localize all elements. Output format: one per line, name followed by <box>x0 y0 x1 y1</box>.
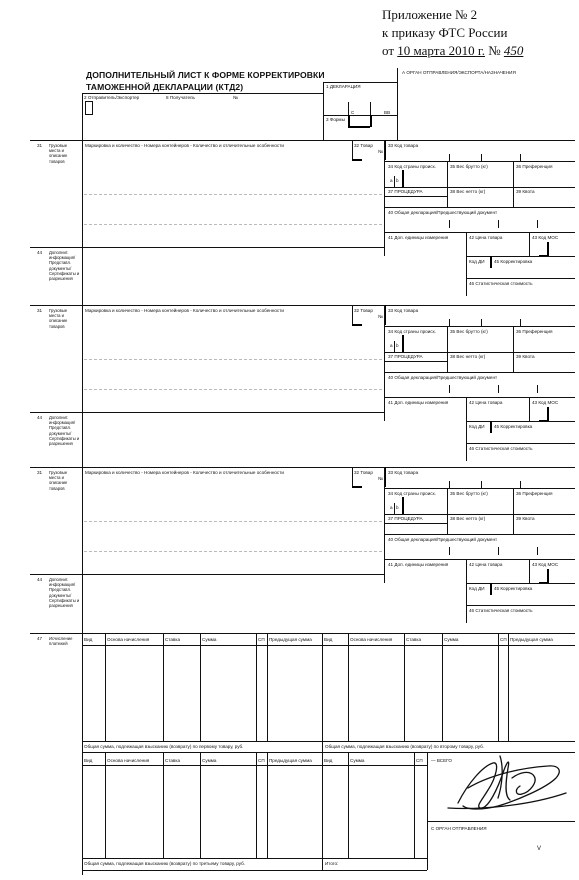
item3-box42-left <box>466 559 467 583</box>
item3-dash-1 <box>84 521 382 522</box>
item3-goods-label: Грузовые места и описание товаров <box>49 470 68 491</box>
pay-l-col-5-line <box>267 633 268 741</box>
payments-label: Исчисление платежей <box>49 636 73 647</box>
item1-box40-tick3 <box>537 220 538 228</box>
item2-goods-num: 31 <box>37 308 43 313</box>
box1-bb: ВВ <box>384 110 391 115</box>
item2-box43-mark <box>547 407 549 421</box>
item1-box35-left <box>447 161 448 187</box>
pay-r-col-1-line <box>348 633 349 741</box>
item1-box38-left <box>447 187 448 207</box>
item2-right-border <box>384 305 385 421</box>
item1-box32-corner <box>352 159 362 161</box>
pay2-col-3-label: Сумма <box>202 758 217 763</box>
header-no: 450 <box>503 43 524 58</box>
item1-sec46-left <box>466 256 467 296</box>
pay-l-col-1-line <box>105 633 106 741</box>
payments-final-line <box>82 858 427 859</box>
box2-checkbox <box>85 101 93 115</box>
item2-kod-di: Код ДИ <box>469 424 485 429</box>
item3-box46-label: 46 Статистическая стоимость <box>469 608 533 613</box>
item3-box32-no: № <box>378 476 383 481</box>
payments-bottom <box>82 870 427 871</box>
item3-marking: Маркировка и количество - Номера контейнеров - Количество и отличительные особенности <box>85 470 284 475</box>
pay2-col-3-line <box>200 752 201 858</box>
organ-v-mark: V <box>537 846 542 852</box>
item3-box45-label: 45 Корректировка <box>494 586 533 591</box>
payments-totals-line <box>82 741 575 742</box>
box1-sub-line <box>323 115 397 116</box>
item3-row37-top <box>384 514 575 515</box>
item1-box42-left <box>466 232 467 256</box>
item3-box43-mark <box>547 569 549 583</box>
item2-box34-label: 34 Код страны происх. <box>388 329 437 334</box>
item1-box36-left <box>513 161 514 187</box>
item3-box36-left <box>513 488 514 514</box>
item1-box32-left <box>352 140 353 160</box>
header-date: 10 марта 2010 г. <box>397 43 485 58</box>
item2-sec44-top <box>30 412 384 413</box>
item1-box34-b: b <box>396 178 399 183</box>
item3-row45-top <box>466 583 575 584</box>
header-line-1: Приложение № 2 <box>382 7 478 22</box>
item1-box33-label: 33 Код товара <box>388 143 419 148</box>
box1-div2 <box>370 102 371 115</box>
item3-box34-label: 34 Код страны происх. <box>388 491 437 496</box>
box1-top <box>323 82 398 83</box>
header-date-prefix: от <box>382 43 395 58</box>
item1-box40-tick2 <box>498 220 499 228</box>
organ-label: С ОРГАН ОТПРАВЛЕНИЯ <box>431 826 487 831</box>
item2-box32-label: 32 Товар <box>354 308 373 313</box>
pay2-col-5-label: Предыдущая сумма <box>269 758 312 763</box>
item3-box36-label: 36 Преференция <box>516 491 553 496</box>
pay2-r-col-0-line <box>322 752 323 858</box>
item1-box34-div <box>394 176 395 187</box>
item1-box34-mark <box>402 170 404 187</box>
item1-box43-label: 43 Код МОС <box>532 235 559 240</box>
item2-box34-mark <box>402 335 404 352</box>
box3-label: 3 Формы <box>326 117 345 122</box>
item1-box34-a: а <box>390 178 393 183</box>
pay2-col-1-label: Основа начисления <box>107 758 150 763</box>
item2-top <box>30 305 575 306</box>
pay2-col-5-line <box>267 752 268 858</box>
item3-sec46-left <box>466 583 467 623</box>
item1-row37-top <box>384 187 575 188</box>
pay-r-col-4-label: СП <box>500 637 507 642</box>
pay-l-col-3-line <box>200 633 201 741</box>
payments-itogo: Итого: <box>325 861 339 866</box>
pay2-r-col-2-line <box>414 752 415 858</box>
payments-total-2: Общая сумма, подлежащая взысканию (возврату) по второму товару, руб. <box>325 744 484 749</box>
item3-sec44-top <box>30 574 384 575</box>
payments-total-3: Общая сумма, подлежащая взысканию (возврату) по третьему товару, руб. <box>84 861 246 866</box>
item1-box43-left <box>529 232 530 256</box>
box8-label: 8 Получатель <box>166 95 195 100</box>
pay-r-col-5-line <box>508 633 509 741</box>
item1-goods-num: 31 <box>37 143 43 148</box>
item3-top <box>30 467 575 468</box>
item3-add-num: 44 <box>37 577 43 582</box>
item2-box40-label: 40 Общая декларация/Предшествующий документ <box>388 375 498 380</box>
box2-top <box>82 93 323 94</box>
item1-box43-mark <box>547 242 549 256</box>
item3-row34-top <box>384 488 575 489</box>
item3-box37-label: 37 ПРОЦЕДУРА <box>388 516 423 521</box>
pay2-col-4-line <box>256 752 257 858</box>
item3-box34-div <box>394 503 395 514</box>
item2-row40-top <box>384 372 575 373</box>
item3-kod-di-mark <box>490 583 492 595</box>
box3-bottom <box>348 126 370 128</box>
item3-box42-label: 42 Цена товара <box>469 562 503 567</box>
item3-row46-top <box>466 605 575 606</box>
item1-box32-no: № <box>378 149 383 154</box>
item1-box45-label: 45 Корректировка <box>494 259 533 264</box>
organ-top <box>427 821 575 822</box>
item2-box35-left <box>447 326 448 352</box>
item2-row34-top <box>384 326 575 327</box>
item1-sec44-top <box>30 247 384 248</box>
box1-right <box>397 68 398 140</box>
item2-box41-label: 41 Доп. единицы измерения <box>388 400 449 405</box>
item2-marking: Маркировка и количество - Номера контейнеров - Количество и отличительные особенности <box>85 308 284 313</box>
item3-box40-label: 40 Общая декларация/Предшествующий документ <box>388 537 498 542</box>
payments-right-border <box>427 752 428 870</box>
item2-box37-mid <box>384 361 447 362</box>
item2-box43-left <box>529 397 530 421</box>
item1-box39-label: 39 Квота <box>516 189 535 194</box>
item1-row34-top <box>384 161 575 162</box>
item1-box38-label: 38 Вес нетто (кг) <box>450 189 486 194</box>
item2-box36-label: 36 Преференция <box>516 329 553 334</box>
item3-box34-mark <box>402 497 404 514</box>
item3-goods-num: 31 <box>37 470 43 475</box>
item3-box43-left <box>529 559 530 583</box>
item2-goods-label: Грузовые места и описание товаров <box>49 308 68 329</box>
item2-box35-label: 35 Вес брутто (кг) <box>450 329 488 334</box>
item1-box37-mid <box>384 196 447 197</box>
box-a-label: А ОРГАН ОТПРАВЛЕНИЯ/ЭКСПОРТА/НАЗНАЧЕНИЯ <box>402 70 516 75</box>
item1-marking: Маркировка и количество - Номера контейнеров - Количество и отличительные особенности <box>85 143 284 148</box>
pay2-col-2-label: Ставка <box>165 758 181 763</box>
item2-box39-label: 39 Квота <box>516 354 535 359</box>
item2-row45-top <box>466 421 575 422</box>
item2-box40-tick2 <box>498 385 499 393</box>
pay2-col-1-line <box>105 752 106 858</box>
item2-box36-left <box>513 326 514 352</box>
item3-row41-top <box>384 559 575 560</box>
header-line-3 <box>382 42 523 60</box>
item1-right-border <box>384 140 385 256</box>
header-no-label: № <box>488 43 501 58</box>
header-line-2: к приказу ФТС России <box>382 25 508 40</box>
pay2-r-col-1-label: Сумма <box>350 758 365 763</box>
item2-box40-tick3 <box>537 385 538 393</box>
pay-total-div <box>322 741 323 752</box>
item2-box34-a: а <box>390 343 393 348</box>
item3-add-label: Дополнит. информация/ Представл. документы/ Сертификаты и разрешения <box>49 577 80 609</box>
form-title-line-1: ДОПОЛНИТЕЛЬНЫЙ ЛИСТ К ФОРМЕ КОРРЕКТИРОВКИ <box>86 70 325 80</box>
pay-r-col-4-line <box>498 633 499 741</box>
pay-r-col-3-line <box>442 633 443 741</box>
payments-total-1: Общая сумма, подлежащая взысканию (возврату) по первому товару, руб. <box>84 744 244 749</box>
pay2-r-col-0-label: Вид <box>324 758 333 763</box>
pay-r-col-0-label: Вид <box>324 637 333 642</box>
item2-box37-label: 37 ПРОЦЕДУРА <box>388 354 423 359</box>
item3-box39-left <box>513 514 514 534</box>
item2-sec46-left <box>466 421 467 461</box>
item3-box33-label: 33 Код товара <box>388 470 419 475</box>
item1-dash-2 <box>84 224 382 225</box>
item1-box35-label: 35 Вес брутто (кг) <box>450 164 488 169</box>
item2-add-num: 44 <box>37 415 43 420</box>
item1-box41-label: 41 Доп. единицы измерения <box>388 235 449 240</box>
form-block-top <box>30 140 575 141</box>
box2-no: № <box>233 95 238 100</box>
item2-box33-label: 33 Код товара <box>388 308 419 313</box>
item3-box40-tick1 <box>449 547 450 555</box>
item2-box34-b: b <box>396 343 399 348</box>
item3-box40-tick2 <box>498 547 499 555</box>
item1-box42-label: 42 Цена товара <box>469 235 503 240</box>
item1-box39-left <box>513 187 514 207</box>
pay2-col-4-label: СП <box>258 758 265 763</box>
item3-right-border <box>384 467 385 583</box>
item3-box38-label: 38 Вес нетто (кг) <box>450 516 486 521</box>
pay-final-div <box>322 858 323 870</box>
pay-l-col-3-label: Сумма <box>202 637 217 642</box>
item1-row46-top <box>466 278 575 279</box>
item1-dash-1 <box>84 194 382 195</box>
item1-add-num: 44 <box>37 250 43 255</box>
box1-label: 1 ДЕКЛАРАЦИЯ <box>326 84 361 89</box>
payments-num: 47 <box>37 636 43 641</box>
item1-row40-top <box>384 207 575 208</box>
item1-box34-label: 34 Код страны происх. <box>388 164 437 169</box>
pay-l-col-4-line <box>256 633 257 741</box>
pay-r-col-3-label: Сумма <box>444 637 459 642</box>
item3-box38-left <box>447 514 448 534</box>
box1-left <box>323 82 324 140</box>
item3-box34-b: b <box>396 505 399 510</box>
item2-box32-no: № <box>378 314 383 319</box>
pay-l-col-5-label: Предыдущая сумма <box>269 637 312 642</box>
payments-top <box>30 633 575 634</box>
item3-box32-label: 32 Товар <box>354 470 373 475</box>
item1-box46-label: 46 Статистическая стоимость <box>469 281 533 286</box>
item3-box39-label: 39 Квота <box>516 516 535 521</box>
item2-row37-top <box>384 352 575 353</box>
pay2-col-2-line <box>163 752 164 858</box>
item3-kod-di: Код ДИ <box>469 586 485 591</box>
item2-dash-2 <box>84 389 382 390</box>
item2-box38-label: 38 Вес нетто (кг) <box>450 354 486 359</box>
item1-box36-label: 36 Преференция <box>516 164 553 169</box>
item3-dash-2 <box>84 551 382 552</box>
item3-row40-top <box>384 534 575 535</box>
item1-kod-di: Код ДИ <box>469 259 485 264</box>
item3-box34-a: а <box>390 505 393 510</box>
item1-kod-di-mark <box>490 256 492 268</box>
payments-second-header <box>82 765 427 766</box>
item2-box38-left <box>447 352 448 372</box>
pay-l-col-0-label: Вид <box>84 637 93 642</box>
item1-box37-label: 37 ПРОЦЕДУРА <box>388 189 423 194</box>
item3-box35-left <box>447 488 448 514</box>
item1-add-label: Дополнит. информация/ Представл. документы/ Сертификаты и разрешения <box>49 250 80 282</box>
item3-box32-left <box>352 467 353 487</box>
item1-box40-tick1 <box>449 220 450 228</box>
item2-box42-label: 42 Цена товара <box>469 400 503 405</box>
pay-l-col-1-label: Основа начисления <box>107 637 150 642</box>
item2-row46-top <box>466 443 575 444</box>
item2-box46-label: 46 Статистическая стоимость <box>469 446 533 451</box>
item3-box41-label: 41 Доп. единицы измерения <box>388 562 449 567</box>
form-title-line-2: ТАМОЖЕННОЙ ДЕКЛАРАЦИИ (КТД2) <box>86 82 244 92</box>
item2-row41-top <box>384 397 575 398</box>
item3-box37-mid <box>384 523 447 524</box>
signature-image <box>438 748 573 818</box>
item2-box32-left <box>352 305 353 325</box>
item3-box43-label: 43 Код МОС <box>532 562 559 567</box>
pay-l-col-0-line <box>82 633 83 741</box>
pay-r-col-2-label: Ставка <box>406 637 422 642</box>
pay-l-col-2-label: Ставка <box>165 637 181 642</box>
item2-box43-label: 43 Код МОС <box>532 400 559 405</box>
pay-r-col-2-line <box>404 633 405 741</box>
payments-vsego: — ВСЕГО <box>431 758 452 763</box>
pay-l-col-2-line <box>163 633 164 741</box>
pay-r-col-0-line <box>322 633 323 741</box>
payments-header-line <box>82 645 575 646</box>
box1-c: С <box>351 110 355 115</box>
item1-goods-label: Грузовые места и описание товаров <box>49 143 68 164</box>
pay2-col-0-label: Вид <box>84 758 93 763</box>
pay2-r-col-1-line <box>348 752 349 858</box>
pay2-col-0-line <box>82 752 83 858</box>
item2-box42-left <box>466 397 467 421</box>
pay2-r-col-2-label: СП <box>416 758 423 763</box>
item1-row45-top <box>466 256 575 257</box>
item1-box40-label: 40 Общая декларация/Предшествующий документ <box>388 210 498 215</box>
item2-box40-tick1 <box>449 385 450 393</box>
item2-box45-label: 45 Корректировка <box>494 424 533 429</box>
item2-box34-div <box>394 341 395 352</box>
pay-l-col-4-label: СП <box>258 637 265 642</box>
box2-label: 2 Отправитель/Экспортер <box>84 95 140 100</box>
item1-row41-top <box>384 232 575 233</box>
item3-box35-label: 35 Вес брутто (кг) <box>450 491 488 496</box>
item2-box39-left <box>513 352 514 372</box>
pay-r-col-5-label: Предыдущая сумма <box>510 637 553 642</box>
box3-div2 <box>370 115 372 127</box>
item2-add-label: Дополнит. информация/ Представл. документы/ Сертификаты и разрешения <box>49 415 80 447</box>
box1-div1 <box>348 102 349 115</box>
item1-box32-label: 32 Товар <box>354 143 373 148</box>
item2-kod-di-mark <box>490 421 492 433</box>
item2-box32-corner <box>352 324 362 326</box>
item3-box32-corner <box>352 486 362 488</box>
pay-r-col-1-label: Основа начисления <box>350 637 393 642</box>
item3-box40-tick3 <box>537 547 538 555</box>
item2-dash-1 <box>84 359 382 360</box>
